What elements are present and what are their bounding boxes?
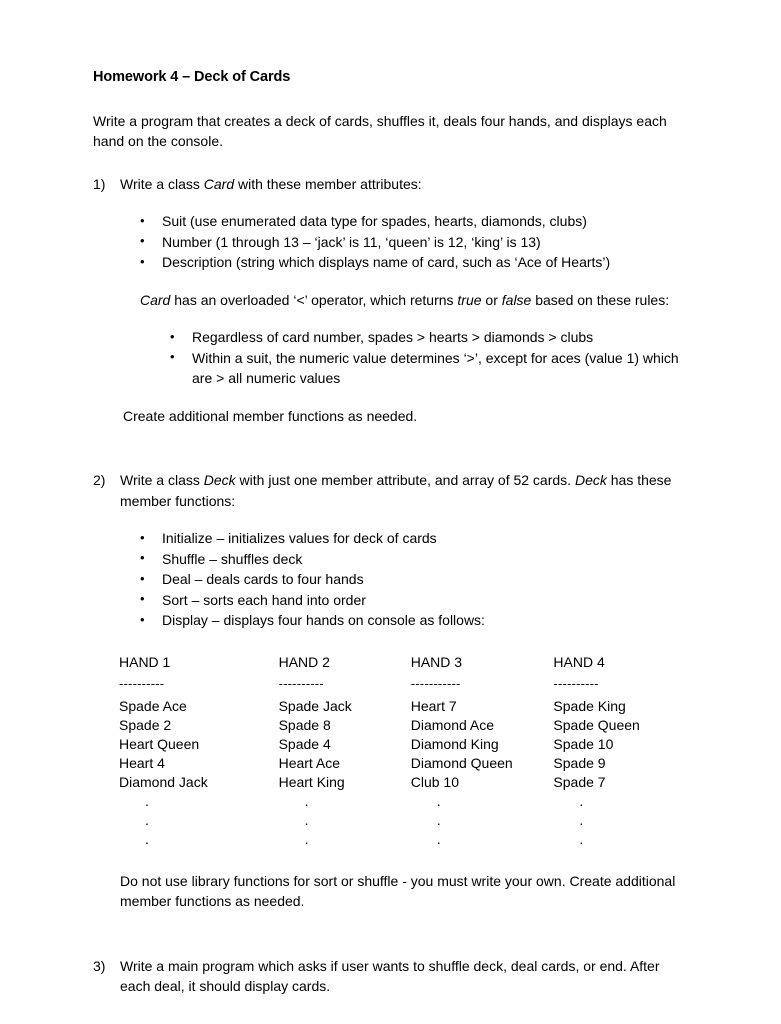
item-2-marker: 2) <box>93 472 106 489</box>
intro-paragraph: Write a program that creates a deck of cards, shuffles it, deals four hands, and displays each hand on the console. <box>93 112 667 150</box>
card-operator-note <box>140 290 681 311</box>
item-3-text: Write a main program which asks if user wants to shuffle deck, deal cards, or end. After each deal, it should display cards. <box>120 957 660 995</box>
operator-note-text-2: or <box>481 291 502 308</box>
item-2-closing: Do not use library functions for sort or shuffle - you must write your own. Create additional member functions as needed. <box>120 872 676 910</box>
table-ellipsis-row <box>119 811 681 830</box>
list-item: • Number (1 through 13 – ‘jack’ is 11, ‘queen’ is 12, ‘king’ is 13) <box>140 232 681 253</box>
card-cell: Spade 10 <box>553 735 614 752</box>
item-1-marker: 1) <box>93 175 106 192</box>
ellipsis-cell: . <box>304 830 309 847</box>
card-cell: Heart King <box>278 773 345 790</box>
card-cell: Spade Queen <box>553 716 640 733</box>
ellipsis-cell: . <box>436 811 441 828</box>
operator-note-text-1: has an overloaded ‘<’ operator, which returns <box>170 291 458 308</box>
column-header-hand-1: HAND 1 <box>119 653 171 670</box>
ellipsis-cell: . <box>145 830 149 847</box>
numbered-item-1 <box>93 174 681 195</box>
list-item: • Sort – sorts each hand into order <box>140 590 681 611</box>
ellipsis-cell: . <box>145 811 149 828</box>
item-2-lead-prefix: Write a class <box>120 472 204 489</box>
table-rule-row <box>119 674 681 697</box>
item-1-lead <box>120 176 422 192</box>
card-cell: Heart 7 <box>410 697 457 714</box>
card-cell: Spade Jack <box>278 697 352 714</box>
table-row <box>119 716 681 735</box>
rule-hand-3: ----------- <box>410 675 461 691</box>
list-item: • Display – displays four hands on console as follows: <box>140 610 681 631</box>
deck-functions-list <box>140 528 681 631</box>
ellipsis-cell: . <box>436 792 441 809</box>
list-item: • Deal – deals cards to four hands <box>140 569 681 590</box>
operator-note-false: false <box>501 291 532 308</box>
item-2-class-name: Deck <box>203 472 236 489</box>
table-header-row <box>119 653 681 674</box>
card-cell: Spade King <box>553 697 626 714</box>
card-cell: Heart 4 <box>119 754 165 771</box>
table-row <box>119 735 681 754</box>
card-cell: Heart Ace <box>278 754 341 771</box>
card-cell: Diamond Jack <box>119 773 208 790</box>
list-item: • Initialize – initializes values for deck of cards <box>140 528 681 549</box>
list-item: • Shuffle – shuffles deck <box>140 549 681 570</box>
ellipsis-cell: . <box>304 811 309 828</box>
card-cell: Heart Queen <box>119 735 200 752</box>
rule-hand-4: ---------- <box>553 675 599 691</box>
table-row <box>119 754 681 773</box>
column-header-hand-4: HAND 4 <box>553 653 605 670</box>
list-item: • Within a suit, the numeric value determines ‘>’, except for aces (value 1) which are > all numeric values <box>170 348 681 389</box>
operator-note-true: true <box>457 291 482 308</box>
column-header-hand-2: HAND 2 <box>278 653 330 670</box>
ellipsis-cell: . <box>579 830 584 847</box>
card-attributes-list <box>140 211 681 273</box>
rule-hand-1: ---------- <box>119 675 165 691</box>
table-ellipsis-row <box>119 830 681 849</box>
numbered-item-3 <box>93 956 681 997</box>
item-1-class-name: Card <box>203 175 235 192</box>
operator-note-text-3: based on these rules: <box>531 291 670 308</box>
card-cell: Spade Ace <box>119 697 187 714</box>
hands-output-table <box>119 653 681 849</box>
ellipsis-cell: . <box>579 792 584 809</box>
card-cell: Spade 4 <box>278 735 331 752</box>
card-cell: Diamond Queen <box>410 754 513 771</box>
ellipsis-cell: . <box>436 830 441 847</box>
operator-note-subject: Card <box>140 291 171 308</box>
item-3-marker: 3) <box>93 957 106 974</box>
card-cell: Spade 8 <box>278 716 331 733</box>
card-cell: Diamond Ace <box>410 716 495 733</box>
ellipsis-cell: . <box>304 792 309 809</box>
list-item: • Description (string which displays name of card, such as ‘Ace of Hearts’) <box>140 252 681 273</box>
item-2-lead-mid: with just one member attribute, and array of 52 cards. <box>235 472 575 489</box>
card-cell: Diamond King <box>410 735 499 752</box>
item-2-class-name-2: Deck <box>574 472 607 489</box>
card-cell: Spade 9 <box>553 754 606 771</box>
table-ellipsis-row <box>119 792 681 811</box>
item-2-lead-suffix: has these member functions: <box>120 472 672 509</box>
table-row <box>119 697 681 716</box>
table-row <box>119 773 681 792</box>
numbered-item-2 <box>93 470 681 511</box>
card-cell: Spade 2 <box>119 716 172 733</box>
item-1-closing: Create additional member functions as needed. <box>123 407 418 424</box>
rule-hand-2: ---------- <box>278 675 324 691</box>
column-header-hand-3: HAND 3 <box>410 653 463 670</box>
card-cell: Spade 7 <box>553 773 606 790</box>
ellipsis-cell: . <box>579 811 584 828</box>
card-comparison-rules-list <box>170 327 681 389</box>
item-1-lead-suffix: with these member attributes: <box>234 175 422 192</box>
page-title: Homework 4 – Deck of Cards <box>93 69 291 85</box>
list-item: • Regardless of card number, spades > hearts > diamonds > clubs <box>170 327 681 348</box>
ellipsis-cell: . <box>145 792 149 809</box>
card-cell: Club 10 <box>410 773 459 790</box>
item-1-lead-prefix: Write a class <box>120 175 204 192</box>
list-item: • Suit (use enumerated data type for spades, hearts, diamonds, clubs) <box>140 211 681 232</box>
item-2-lead <box>120 472 671 509</box>
